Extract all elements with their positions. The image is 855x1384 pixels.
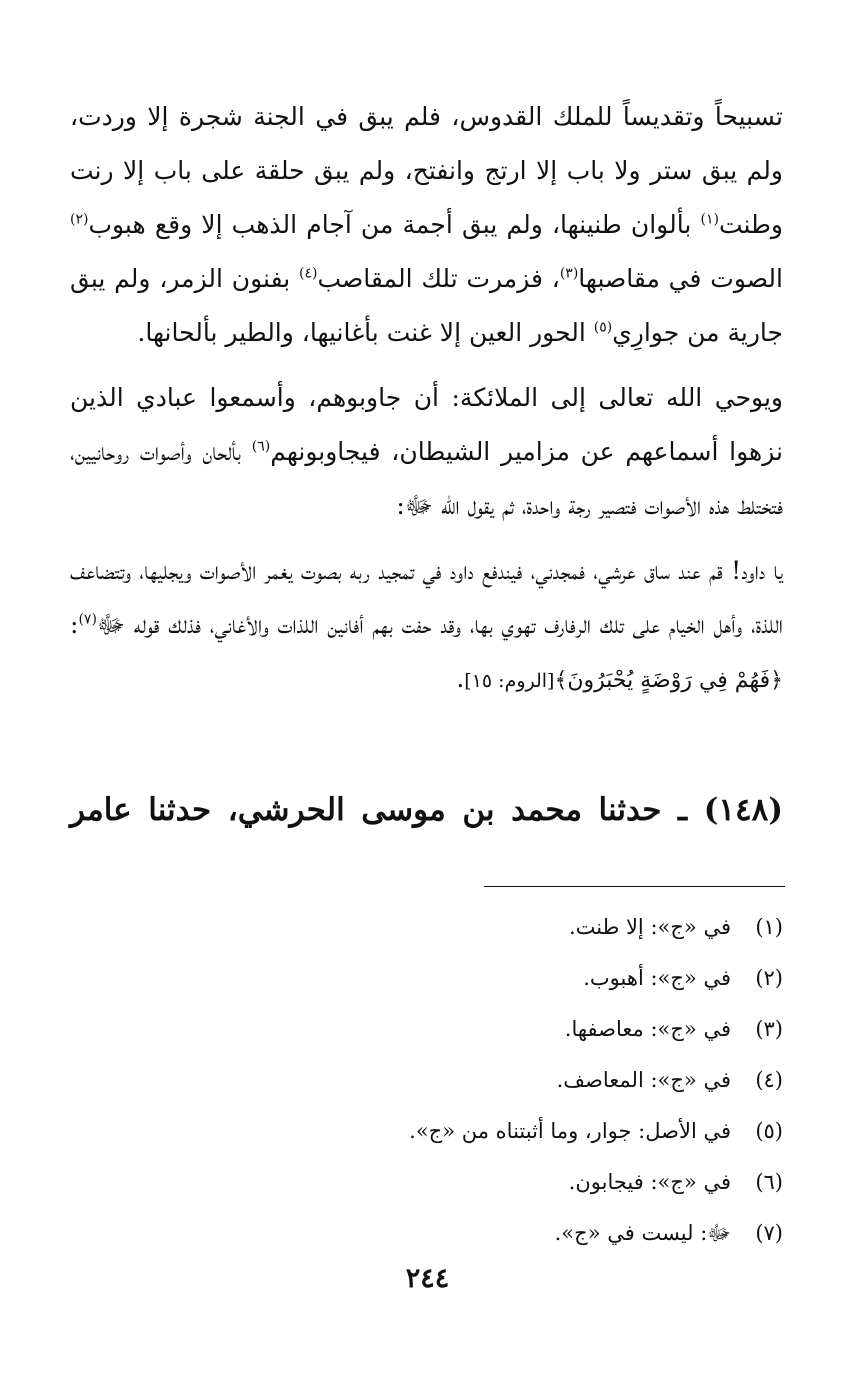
text-run: بألوان طنينها، ولم يبق أجمة من آجام الذهب إلا وقع هبوب bbox=[88, 210, 701, 239]
footnote-ref-4: (٤) bbox=[299, 265, 318, 282]
footnote-item bbox=[70, 953, 783, 1004]
footnote-ref-7: (٧) bbox=[78, 611, 97, 628]
footnote-text: ﷻ: ليست في «ج». bbox=[554, 1221, 731, 1245]
footnote-number: (١) bbox=[755, 915, 783, 939]
text-run: ، فزمرت تلك المقاصب bbox=[317, 264, 560, 293]
footnote-number: (٦) bbox=[755, 1170, 783, 1194]
body-paragraph-3 bbox=[70, 544, 783, 708]
footnote-item bbox=[70, 1208, 783, 1259]
footnote-text: في «ج»: فيجابون. bbox=[568, 1170, 731, 1194]
footnote-ref-2: (٢) bbox=[70, 211, 89, 228]
verse-reference: [الروم: ١٥] bbox=[464, 670, 555, 692]
footnote-ref-1: (١) bbox=[700, 211, 719, 228]
footnote-number: (٣) bbox=[755, 1017, 783, 1041]
text-run: يا داود! قم عند ساق عرشي، فمجدني، فيندفع داود في تمجيد ربه بصوت يغمر الأصوات ويجليها، وتتضاعف اللذة، وأهل الخيام على تلك الرفارف تهوي بها، وقد حفت بهم أفانين اللذات والأغاني، فذلك قوله ﷻ bbox=[70, 556, 783, 639]
footnote-item bbox=[70, 1004, 783, 1055]
text-run: تسبيحاً وتقديساً للملك القدوس، فلم يبق في الجنة شجرة إلا وردت، ولم يبق ستر ولا باب إلا ارتج وانفتح، ولم يبق حلقة على باب إلا رنت وطنت bbox=[70, 102, 783, 239]
footnote-text: في «ج»: إلا طنت. bbox=[568, 915, 731, 939]
footnotes-list bbox=[70, 902, 783, 1259]
footnote-number: (٢) bbox=[755, 966, 783, 990]
hadith-heading: (١٤٨) ـ حدثنا محمد بن موسى الحرشي، حدثنا عامر bbox=[70, 792, 783, 828]
footnote-ref-6: (٦) bbox=[251, 438, 271, 455]
body-paragraph-1 bbox=[70, 90, 783, 360]
footnote-number: (٧) bbox=[755, 1221, 783, 1245]
footnote-number: (٥) bbox=[755, 1119, 783, 1143]
text-run: الحور العين إلا غنت بأغانيها، والطير بألحانها. bbox=[137, 318, 594, 347]
footnote-item bbox=[70, 1055, 783, 1106]
page-number: ٢٤٤ bbox=[405, 1263, 450, 1294]
footnote-ref-3: (٣) bbox=[559, 265, 579, 282]
footnote-item bbox=[70, 1157, 783, 1208]
body-paragraph-2 bbox=[70, 371, 783, 533]
footnote-item bbox=[70, 1106, 783, 1157]
text-run: الصوت في مقاصبها bbox=[578, 264, 783, 293]
footnote-number: (٤) bbox=[755, 1068, 783, 1092]
footnote-item bbox=[70, 902, 783, 953]
footnote-separator bbox=[484, 886, 785, 887]
footnote-text: في «ج»: معاصفها. bbox=[564, 1017, 731, 1041]
footnote-text: في «ج»: أهبوب. bbox=[583, 966, 731, 990]
text-run: بألحان وأصوات روحانيين، فتختلط هذه الأصوات فتصير رجة واحدة، ثم يقول الله ﷻ: bbox=[70, 437, 783, 520]
footnote-ref-5: (٥) bbox=[593, 319, 613, 336]
footnote-text: في الأصل: جوار، وما أثبتناه من «ج». bbox=[409, 1119, 731, 1143]
quran-verse: ﴿فَهُمْ فِي رَوْضَةٍ يُحْبَرُونَ﴾ bbox=[554, 668, 783, 693]
footnote-text: في «ج»: المعاصف. bbox=[556, 1068, 731, 1092]
text-run: بفنون الزمر، ولم يبق جارية من جوارِي bbox=[70, 264, 783, 347]
text-run: . bbox=[456, 664, 465, 693]
text-run: ويوحي الله تعالى إلى الملائكة: أن جاوبوهم، وأسمعوا عبادي الذين نزهوا أسماعهم عن مزامير الشيطان، فيجاوبونهم bbox=[70, 383, 783, 466]
text-run: : bbox=[70, 610, 79, 639]
